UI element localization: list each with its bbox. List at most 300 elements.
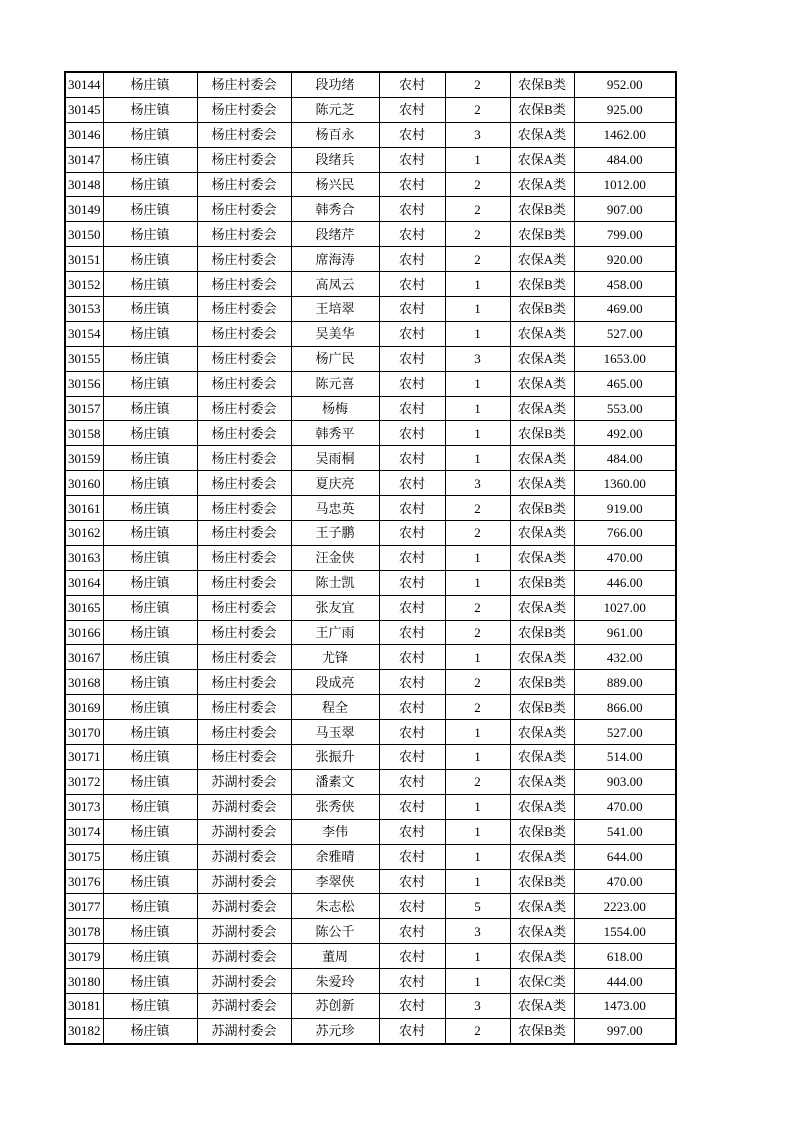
cell-residence-type: 农村 [379, 794, 445, 819]
cell-residence-type: 农村 [379, 869, 445, 894]
cell-insurance-category: 农保A类 [510, 844, 574, 869]
cell-residence-type: 农村 [379, 1018, 445, 1043]
cell-insurance-category: 农保A类 [510, 745, 574, 770]
cell-town: 杨庄镇 [103, 1018, 197, 1043]
cell-amount: 925.00 [574, 97, 676, 122]
cell-amount: 446.00 [574, 570, 676, 595]
table-row [65, 993, 676, 1018]
cell-record-id: 30147 [65, 147, 103, 172]
cell-person-name: 苏创新 [291, 993, 379, 1018]
cell-town: 杨庄镇 [103, 222, 197, 247]
cell-town: 杨庄镇 [103, 521, 197, 546]
cell-insurance-category: 农保A类 [510, 321, 574, 346]
cell-village-committee: 杨庄村委会 [197, 521, 291, 546]
cell-insurance-category: 农保A类 [510, 919, 574, 944]
cell-residence-type: 农村 [379, 720, 445, 745]
table-row [65, 745, 676, 770]
cell-insurance-category: 农保A类 [510, 595, 574, 620]
cell-residence-type: 农村 [379, 670, 445, 695]
cell-person-count: 2 [445, 620, 510, 645]
table-row [65, 122, 676, 147]
cell-amount: 444.00 [574, 969, 676, 994]
cell-village-committee: 苏湖村委会 [197, 769, 291, 794]
cell-record-id: 30149 [65, 197, 103, 222]
cell-village-committee: 苏湖村委会 [197, 844, 291, 869]
cell-person-count: 1 [445, 969, 510, 994]
cell-person-count: 1 [445, 645, 510, 670]
cell-town: 杨庄镇 [103, 197, 197, 222]
cell-record-id: 30167 [65, 645, 103, 670]
table-row [65, 371, 676, 396]
cell-village-committee: 杨庄村委会 [197, 297, 291, 322]
table-row [65, 521, 676, 546]
cell-village-committee: 苏湖村委会 [197, 993, 291, 1018]
cell-record-id: 30155 [65, 346, 103, 371]
cell-person-name: 杨梅 [291, 396, 379, 421]
cell-person-count: 3 [445, 993, 510, 1018]
cell-person-count: 1 [445, 421, 510, 446]
cell-record-id: 30145 [65, 97, 103, 122]
table-row [65, 421, 676, 446]
cell-record-id: 30160 [65, 471, 103, 496]
cell-residence-type: 农村 [379, 695, 445, 720]
table-row [65, 645, 676, 670]
cell-town: 杨庄镇 [103, 297, 197, 322]
cell-village-committee: 杨庄村委会 [197, 446, 291, 471]
cell-amount: 1473.00 [574, 993, 676, 1018]
cell-amount: 1027.00 [574, 595, 676, 620]
cell-village-committee: 杨庄村委会 [197, 122, 291, 147]
cell-amount: 799.00 [574, 222, 676, 247]
cell-record-id: 30180 [65, 969, 103, 994]
cell-person-count: 2 [445, 222, 510, 247]
cell-person-count: 1 [445, 844, 510, 869]
cell-person-name: 杨百永 [291, 122, 379, 147]
cell-record-id: 30179 [65, 944, 103, 969]
cell-person-count: 1 [445, 371, 510, 396]
cell-record-id: 30146 [65, 122, 103, 147]
cell-record-id: 30153 [65, 297, 103, 322]
cell-insurance-category: 农保B类 [510, 869, 574, 894]
cell-town: 杨庄镇 [103, 869, 197, 894]
cell-person-name: 吴美华 [291, 321, 379, 346]
cell-person-count: 2 [445, 595, 510, 620]
cell-village-committee: 杨庄村委会 [197, 421, 291, 446]
table-row [65, 471, 676, 496]
cell-village-committee: 杨庄村委会 [197, 670, 291, 695]
cell-residence-type: 农村 [379, 371, 445, 396]
cell-amount: 1653.00 [574, 346, 676, 371]
cell-insurance-category: 农保B类 [510, 695, 574, 720]
cell-amount: 527.00 [574, 720, 676, 745]
cell-town: 杨庄镇 [103, 421, 197, 446]
cell-person-name: 陈士凯 [291, 570, 379, 595]
cell-town: 杨庄镇 [103, 720, 197, 745]
cell-insurance-category: 农保A类 [510, 769, 574, 794]
cell-insurance-category: 农保B类 [510, 97, 574, 122]
cell-town: 杨庄镇 [103, 894, 197, 919]
cell-insurance-category: 农保C类 [510, 969, 574, 994]
cell-residence-type: 农村 [379, 421, 445, 446]
cell-town: 杨庄镇 [103, 969, 197, 994]
cell-town: 杨庄镇 [103, 147, 197, 172]
cell-record-id: 30152 [65, 272, 103, 297]
cell-record-id: 30169 [65, 695, 103, 720]
cell-record-id: 30150 [65, 222, 103, 247]
cell-insurance-category: 农保A类 [510, 247, 574, 272]
table-row [65, 844, 676, 869]
cell-record-id: 30165 [65, 595, 103, 620]
table-row [65, 446, 676, 471]
cell-record-id: 30173 [65, 794, 103, 819]
table-row [65, 944, 676, 969]
cell-person-count: 2 [445, 197, 510, 222]
cell-person-count: 1 [445, 321, 510, 346]
cell-residence-type: 农村 [379, 97, 445, 122]
cell-amount: 952.00 [574, 72, 676, 97]
cell-village-committee: 杨庄村委会 [197, 695, 291, 720]
cell-amount: 469.00 [574, 297, 676, 322]
cell-residence-type: 农村 [379, 944, 445, 969]
cell-person-count: 1 [445, 944, 510, 969]
cell-residence-type: 农村 [379, 570, 445, 595]
table-row [65, 894, 676, 919]
records-table [64, 71, 677, 1045]
cell-record-id: 30144 [65, 72, 103, 97]
cell-person-name: 陈公千 [291, 919, 379, 944]
cell-amount: 866.00 [574, 695, 676, 720]
cell-town: 杨庄镇 [103, 97, 197, 122]
cell-village-committee: 杨庄村委会 [197, 545, 291, 570]
cell-record-id: 30182 [65, 1018, 103, 1043]
cell-insurance-category: 农保A类 [510, 346, 574, 371]
cell-amount: 1554.00 [574, 919, 676, 944]
cell-insurance-category: 农保A类 [510, 720, 574, 745]
cell-person-name: 段绪芹 [291, 222, 379, 247]
cell-village-committee: 苏湖村委会 [197, 869, 291, 894]
table-row [65, 919, 676, 944]
cell-amount: 514.00 [574, 745, 676, 770]
cell-person-count: 3 [445, 122, 510, 147]
table-row [65, 869, 676, 894]
cell-village-committee: 杨庄村委会 [197, 72, 291, 97]
cell-town: 杨庄镇 [103, 122, 197, 147]
cell-village-committee: 苏湖村委会 [197, 794, 291, 819]
cell-record-id: 30154 [65, 321, 103, 346]
table-row [65, 695, 676, 720]
cell-person-count: 2 [445, 521, 510, 546]
cell-village-committee: 杨庄村委会 [197, 222, 291, 247]
cell-person-count: 1 [445, 720, 510, 745]
table-row [65, 720, 676, 745]
cell-town: 杨庄镇 [103, 570, 197, 595]
cell-residence-type: 农村 [379, 496, 445, 521]
cell-person-name: 韩秀平 [291, 421, 379, 446]
cell-person-count: 1 [445, 396, 510, 421]
cell-person-count: 2 [445, 769, 510, 794]
cell-insurance-category: 农保B类 [510, 819, 574, 844]
cell-amount: 470.00 [574, 794, 676, 819]
cell-residence-type: 农村 [379, 769, 445, 794]
cell-person-name: 高凤云 [291, 272, 379, 297]
cell-person-name: 席海涛 [291, 247, 379, 272]
cell-person-name: 尤锋 [291, 645, 379, 670]
cell-residence-type: 农村 [379, 297, 445, 322]
cell-town: 杨庄镇 [103, 396, 197, 421]
cell-person-count: 2 [445, 670, 510, 695]
cell-amount: 644.00 [574, 844, 676, 869]
cell-village-committee: 杨庄村委会 [197, 346, 291, 371]
cell-insurance-category: 农保B类 [510, 670, 574, 695]
cell-record-id: 30174 [65, 819, 103, 844]
cell-village-committee: 杨庄村委会 [197, 720, 291, 745]
cell-residence-type: 农村 [379, 969, 445, 994]
cell-person-name: 程全 [291, 695, 379, 720]
cell-amount: 2223.00 [574, 894, 676, 919]
cell-insurance-category: 农保A类 [510, 944, 574, 969]
cell-village-committee: 杨庄村委会 [197, 620, 291, 645]
cell-village-committee: 苏湖村委会 [197, 819, 291, 844]
cell-record-id: 30162 [65, 521, 103, 546]
cell-residence-type: 农村 [379, 346, 445, 371]
cell-town: 杨庄镇 [103, 446, 197, 471]
table-row [65, 969, 676, 994]
cell-amount: 458.00 [574, 272, 676, 297]
cell-record-id: 30163 [65, 545, 103, 570]
cell-insurance-category: 农保B类 [510, 570, 574, 595]
cell-village-committee: 杨庄村委会 [197, 172, 291, 197]
cell-residence-type: 农村 [379, 745, 445, 770]
cell-person-count: 3 [445, 919, 510, 944]
table-row [65, 321, 676, 346]
cell-residence-type: 农村 [379, 396, 445, 421]
cell-person-count: 1 [445, 545, 510, 570]
cell-record-id: 30166 [65, 620, 103, 645]
table-row [65, 346, 676, 371]
table-row [65, 222, 676, 247]
table-row [65, 595, 676, 620]
cell-person-name: 马玉翠 [291, 720, 379, 745]
cell-residence-type: 农村 [379, 993, 445, 1018]
cell-record-id: 30161 [65, 496, 103, 521]
cell-person-name: 董周 [291, 944, 379, 969]
cell-person-count: 1 [445, 745, 510, 770]
cell-insurance-category: 农保A类 [510, 371, 574, 396]
table-row [65, 670, 676, 695]
cell-residence-type: 农村 [379, 521, 445, 546]
cell-record-id: 30151 [65, 247, 103, 272]
cell-residence-type: 农村 [379, 72, 445, 97]
cell-amount: 470.00 [574, 545, 676, 570]
cell-amount: 920.00 [574, 247, 676, 272]
cell-town: 杨庄镇 [103, 645, 197, 670]
cell-record-id: 30168 [65, 670, 103, 695]
table-row [65, 247, 676, 272]
cell-amount: 492.00 [574, 421, 676, 446]
table-body [65, 72, 676, 1044]
cell-residence-type: 农村 [379, 645, 445, 670]
cell-insurance-category: 农保B类 [510, 197, 574, 222]
cell-record-id: 30177 [65, 894, 103, 919]
cell-village-committee: 杨庄村委会 [197, 570, 291, 595]
cell-person-count: 1 [445, 272, 510, 297]
cell-person-name: 段绪兵 [291, 147, 379, 172]
cell-person-name: 王广雨 [291, 620, 379, 645]
table-row [65, 545, 676, 570]
cell-village-committee: 杨庄村委会 [197, 247, 291, 272]
cell-village-committee: 杨庄村委会 [197, 496, 291, 521]
cell-village-committee: 杨庄村委会 [197, 147, 291, 172]
cell-person-count: 2 [445, 1018, 510, 1043]
cell-person-name: 苏元珍 [291, 1018, 379, 1043]
cell-insurance-category: 农保A类 [510, 446, 574, 471]
cell-person-count: 1 [445, 147, 510, 172]
cell-person-name: 余雅晴 [291, 844, 379, 869]
cell-insurance-category: 农保B类 [510, 272, 574, 297]
cell-residence-type: 农村 [379, 819, 445, 844]
cell-residence-type: 农村 [379, 147, 445, 172]
cell-amount: 903.00 [574, 769, 676, 794]
cell-person-count: 2 [445, 72, 510, 97]
cell-town: 杨庄镇 [103, 545, 197, 570]
cell-town: 杨庄镇 [103, 695, 197, 720]
cell-person-name: 朱志松 [291, 894, 379, 919]
cell-village-committee: 杨庄村委会 [197, 396, 291, 421]
cell-person-name: 王子鹏 [291, 521, 379, 546]
cell-town: 杨庄镇 [103, 944, 197, 969]
table-row [65, 172, 676, 197]
cell-residence-type: 农村 [379, 919, 445, 944]
cell-town: 杨庄镇 [103, 919, 197, 944]
cell-amount: 465.00 [574, 371, 676, 396]
table-row [65, 272, 676, 297]
cell-person-name: 李翠侠 [291, 869, 379, 894]
cell-person-count: 5 [445, 894, 510, 919]
cell-residence-type: 农村 [379, 471, 445, 496]
cell-town: 杨庄镇 [103, 172, 197, 197]
cell-person-name: 张振升 [291, 745, 379, 770]
cell-amount: 553.00 [574, 396, 676, 421]
cell-insurance-category: 农保A类 [510, 122, 574, 147]
cell-insurance-category: 农保B类 [510, 222, 574, 247]
cell-village-committee: 杨庄村委会 [197, 97, 291, 122]
table-row [65, 570, 676, 595]
cell-amount: 907.00 [574, 197, 676, 222]
cell-person-name: 杨兴民 [291, 172, 379, 197]
cell-person-name: 段功绪 [291, 72, 379, 97]
cell-record-id: 30158 [65, 421, 103, 446]
cell-person-name: 汪金侠 [291, 545, 379, 570]
cell-insurance-category: 农保A类 [510, 894, 574, 919]
cell-village-committee: 苏湖村委会 [197, 1018, 291, 1043]
cell-village-committee: 苏湖村委会 [197, 969, 291, 994]
cell-person-count: 1 [445, 570, 510, 595]
table-row [65, 97, 676, 122]
cell-record-id: 30171 [65, 745, 103, 770]
cell-town: 杨庄镇 [103, 371, 197, 396]
cell-record-id: 30148 [65, 172, 103, 197]
table-row [65, 72, 676, 97]
cell-insurance-category: 农保A类 [510, 396, 574, 421]
cell-insurance-category: 农保B类 [510, 1018, 574, 1043]
cell-residence-type: 农村 [379, 620, 445, 645]
cell-insurance-category: 农保B类 [510, 72, 574, 97]
cell-record-id: 30164 [65, 570, 103, 595]
cell-person-name: 王培翠 [291, 297, 379, 322]
cell-person-name: 李伟 [291, 819, 379, 844]
table-row [65, 396, 676, 421]
cell-town: 杨庄镇 [103, 321, 197, 346]
cell-record-id: 30170 [65, 720, 103, 745]
cell-village-committee: 苏湖村委会 [197, 919, 291, 944]
cell-town: 杨庄镇 [103, 819, 197, 844]
cell-insurance-category: 农保A类 [510, 521, 574, 546]
cell-record-id: 30176 [65, 869, 103, 894]
cell-amount: 1012.00 [574, 172, 676, 197]
cell-amount: 527.00 [574, 321, 676, 346]
table-row [65, 819, 676, 844]
table-row [65, 297, 676, 322]
cell-person-name: 张友宜 [291, 595, 379, 620]
cell-residence-type: 农村 [379, 222, 445, 247]
cell-village-committee: 杨庄村委会 [197, 595, 291, 620]
table-row [65, 794, 676, 819]
cell-residence-type: 农村 [379, 595, 445, 620]
cell-town: 杨庄镇 [103, 346, 197, 371]
cell-residence-type: 农村 [379, 894, 445, 919]
cell-insurance-category: 农保A类 [510, 471, 574, 496]
cell-person-count: 2 [445, 247, 510, 272]
cell-amount: 432.00 [574, 645, 676, 670]
cell-amount: 766.00 [574, 521, 676, 546]
table-row [65, 1018, 676, 1043]
cell-insurance-category: 农保A类 [510, 794, 574, 819]
cell-person-count: 1 [445, 869, 510, 894]
cell-town: 杨庄镇 [103, 471, 197, 496]
cell-town: 杨庄镇 [103, 620, 197, 645]
cell-insurance-category: 农保A类 [510, 147, 574, 172]
cell-record-id: 30175 [65, 844, 103, 869]
cell-amount: 1360.00 [574, 471, 676, 496]
cell-record-id: 30181 [65, 993, 103, 1018]
table-row [65, 620, 676, 645]
cell-town: 杨庄镇 [103, 72, 197, 97]
cell-residence-type: 农村 [379, 545, 445, 570]
cell-village-committee: 杨庄村委会 [197, 471, 291, 496]
cell-person-count: 1 [445, 297, 510, 322]
table-row [65, 197, 676, 222]
cell-person-name: 潘素文 [291, 769, 379, 794]
cell-record-id: 30159 [65, 446, 103, 471]
cell-person-name: 马忠英 [291, 496, 379, 521]
cell-village-committee: 苏湖村委会 [197, 894, 291, 919]
cell-town: 杨庄镇 [103, 272, 197, 297]
cell-insurance-category: 农保B类 [510, 297, 574, 322]
table-row [65, 147, 676, 172]
cell-person-name: 陈元喜 [291, 371, 379, 396]
cell-record-id: 30157 [65, 396, 103, 421]
cell-residence-type: 农村 [379, 247, 445, 272]
cell-village-committee: 杨庄村委会 [197, 645, 291, 670]
cell-village-committee: 杨庄村委会 [197, 197, 291, 222]
cell-record-id: 30172 [65, 769, 103, 794]
cell-insurance-category: 农保B类 [510, 421, 574, 446]
cell-town: 杨庄镇 [103, 670, 197, 695]
cell-town: 杨庄镇 [103, 993, 197, 1018]
cell-town: 杨庄镇 [103, 745, 197, 770]
cell-amount: 484.00 [574, 446, 676, 471]
cell-person-name: 韩秀合 [291, 197, 379, 222]
